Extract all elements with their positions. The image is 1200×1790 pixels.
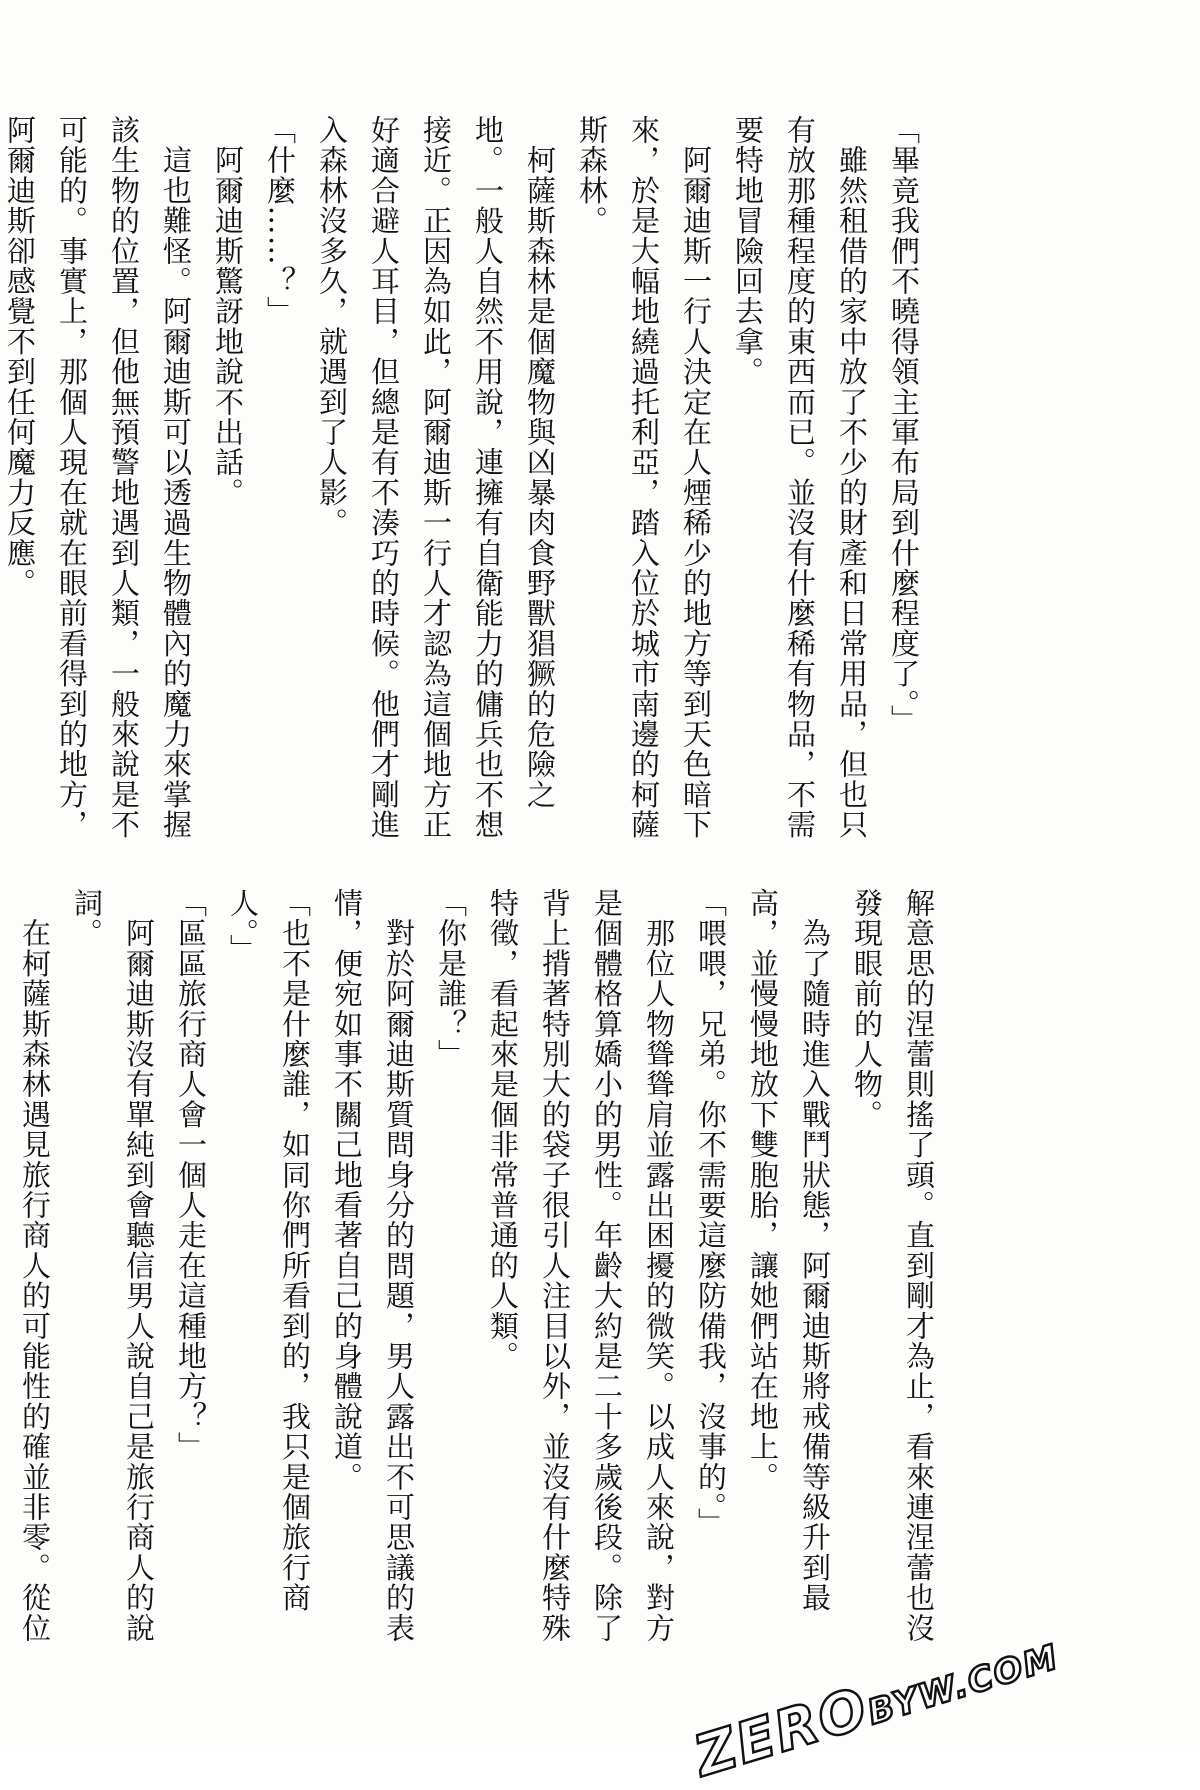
paragraph: 對於阿爾迪斯質問身分的問題，男人露出不可思議的表情，便宛如事不關己地看著自己的身體說道。 <box>330 888 416 1643</box>
paragraph: 「也不是什麼誰，如同你們所看到的，我只是個旅行商人。」 <box>226 888 312 1613</box>
paragraph: 阿爾迪斯一行人決定在人煙稀少的地方等到天色暗下來，於是大幅地繞過托利亞，踏入位於城市南邊的柯薩斯森林。 <box>575 115 713 840</box>
watermark-sub: BYW.COM <box>862 1636 1064 1734</box>
paragraph: 「畢竟我們不曉得領主軍布局到什麼程度了。」 <box>887 115 921 735</box>
paragraph: 「你是誰？」 <box>434 888 468 1070</box>
paragraph: 這也難怪。阿爾迪斯可以透過生物體內的魔力來掌握該生物的位置，但他無預警地遇到人類，一般來說是不可能的。事實上，那個人現在就在眼前看得到的地方，阿爾迪斯卻感覺不到任何魔力反應。 <box>3 115 193 840</box>
paragraph: 「喂喂，兄弟。你不需要這麼防備我，沒事的。」 <box>694 888 728 1538</box>
paragraph: 解意思的涅蕾則搖了頭。直到剛才為止，看來連涅蕾也沒發現眼前的人物。 <box>850 888 936 1643</box>
paragraph: 那位人物聳聳肩並露出困擾的微笑。以成人來說，對方是個體格算嬌小的男性。年齡大約是二十多歲後段。除了背上揹著特別大的袋子很引人注目以外，並沒有什麼特殊特徵，看起來是個非常普通的人類。 <box>486 888 676 1643</box>
watermark-main: ZERO <box>686 1675 876 1790</box>
text-block-upper <box>3 115 930 855</box>
paragraph: 為了隨時進入戰鬥狀態，阿爾迪斯將戒備等級升到最高，並慢慢地放下雙胞胎，讓她們站在地上。 <box>746 888 832 1613</box>
text-block-lower <box>18 888 945 1648</box>
paragraph: 阿爾迪斯沒有單純到會聽信男人說自己是旅行商人的說詞。 <box>70 888 156 1643</box>
paragraph: 「區區旅行商人會一個人走在這種地方？」 <box>174 888 208 1462</box>
paragraph: 在柯薩斯森林遇見旅行商人的可能性的確並非零。從位 <box>18 918 52 1643</box>
paragraph: 雖然租借的家中放了不少的財產和日常用品，但也只有放那種程度的東西而已。並沒有什麼稀有物品，不需要特地冒險回去拿。 <box>731 115 869 840</box>
paragraph: 柯薩斯森林是個魔物與凶暴肉食野獸猖獗的危險之地。一般人自然不用說，連擁有自衛能力的傭兵也不想接近。正因為如此，阿爾迪斯一行人才認為這個地方正好適合避人耳目，但總是有不湊巧的時候。他們才剛進入森林沒多久，就遇到了人影。 <box>315 115 557 840</box>
paragraph: 阿爾迪斯驚訝地說不出話。 <box>211 115 245 508</box>
paragraph: 「什麼……？」 <box>263 115 297 327</box>
